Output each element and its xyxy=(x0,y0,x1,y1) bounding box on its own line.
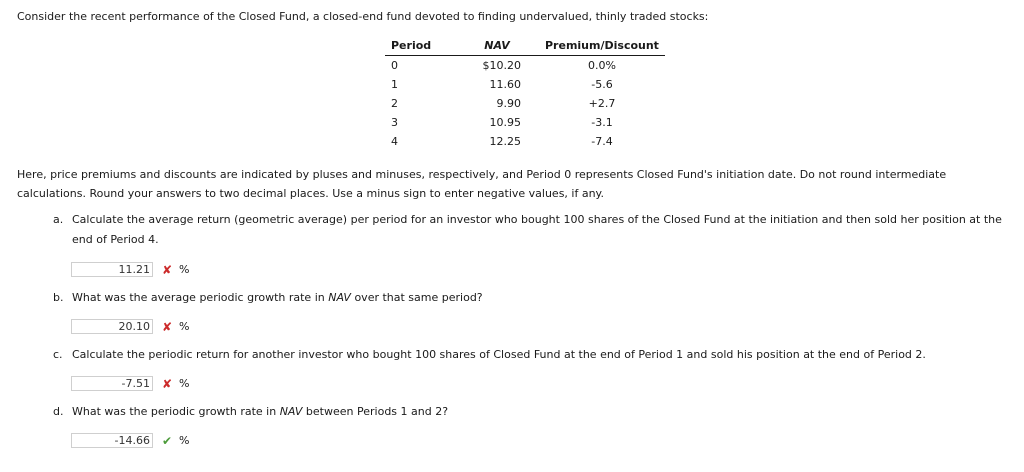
cell-premium: +2.7 xyxy=(588,97,616,110)
cell-nav: 12.25 xyxy=(489,135,521,148)
cell-nav: 11.60 xyxy=(489,78,521,91)
cell-period: 1 xyxy=(391,78,398,91)
question-text: What was the periodic growth rate in xyxy=(72,405,280,418)
cell-period: 0 xyxy=(391,59,398,72)
table-header-row xyxy=(385,38,665,56)
unit-label: % xyxy=(179,434,190,447)
question-letter: b. xyxy=(53,291,64,304)
answer-c xyxy=(71,375,189,392)
question-text-end: over that same period? xyxy=(350,291,483,304)
table-row xyxy=(385,56,665,76)
cell-nav: 10.95 xyxy=(489,116,521,129)
instructions-paragraph: Here, price premiums and discounts are indicated by pluses and minuses, respectively, and Period 0 represents Closed Fund's initiation date. Do not round intermediate calculations. Round your answers to two decimal places. Use a minus sign to enter negative values, if any. xyxy=(17,168,947,200)
question-letter: a. xyxy=(53,213,64,226)
question-d xyxy=(53,402,1018,422)
answer-d xyxy=(71,432,189,449)
question-a xyxy=(53,210,1018,250)
question-letter: c. xyxy=(53,348,63,361)
question-text: What was the average periodic growth rate in xyxy=(72,291,329,304)
check-mark-icon: ✔ xyxy=(161,433,173,448)
answer-input[interactable]: 20.10 xyxy=(71,319,153,334)
x-mark-icon: ✘ xyxy=(161,376,173,391)
question-letter: d. xyxy=(53,405,64,418)
x-mark-icon: ✘ xyxy=(161,319,173,334)
cell-premium: 0.0% xyxy=(587,59,616,72)
cell-nav: $10.20 xyxy=(482,59,521,72)
nav-term: NAV xyxy=(328,291,351,304)
fund-table xyxy=(385,38,665,151)
cell-period: 4 xyxy=(391,135,398,148)
unit-label: % xyxy=(179,377,190,390)
table-row xyxy=(385,113,665,132)
cell-premium: -3.1 xyxy=(591,116,613,129)
question-b xyxy=(53,288,1018,308)
answer-input[interactable]: -14.66 xyxy=(71,433,153,448)
cell-premium: -7.4 xyxy=(591,135,613,148)
nav-term: NAV xyxy=(279,405,303,418)
table-row xyxy=(385,94,665,113)
question-text: Calculate the average return (geometric average) per period for an investor who bought 100 shares of the Closed Fund at the initiation and then sold her position at the xyxy=(72,213,1002,226)
answer-input[interactable]: -7.51 xyxy=(71,376,153,391)
question-c xyxy=(53,345,1018,365)
answer-b xyxy=(71,318,189,335)
question-text-continued: end of Period 4. xyxy=(72,233,159,246)
header-period: Period xyxy=(385,38,455,56)
problem-intro: Consider the recent performance of the Closed Fund, a closed-end fund devoted to finding undervalued, thinly traded stocks: xyxy=(17,10,709,23)
table-row xyxy=(385,75,665,94)
header-premium-discount: Premium/Discount xyxy=(539,38,665,56)
answer-input[interactable]: 11.21 xyxy=(71,262,153,277)
cell-period: 2 xyxy=(391,97,398,110)
question-text: Calculate the periodic return for another investor who bought 100 shares of Closed Fund at the end of Period 1 and sold his position at the end of Period 2. xyxy=(72,348,926,361)
cell-premium: -5.6 xyxy=(591,78,613,91)
answer-a xyxy=(71,261,189,278)
cell-nav: 9.90 xyxy=(496,97,521,110)
unit-label: % xyxy=(179,263,190,276)
x-mark-icon: ✘ xyxy=(161,262,173,277)
table-row xyxy=(385,132,665,151)
question-text-end: between Periods 1 and 2? xyxy=(302,405,449,418)
cell-period: 3 xyxy=(391,116,398,129)
unit-label: % xyxy=(179,320,190,333)
header-nav: NAV xyxy=(455,38,539,56)
